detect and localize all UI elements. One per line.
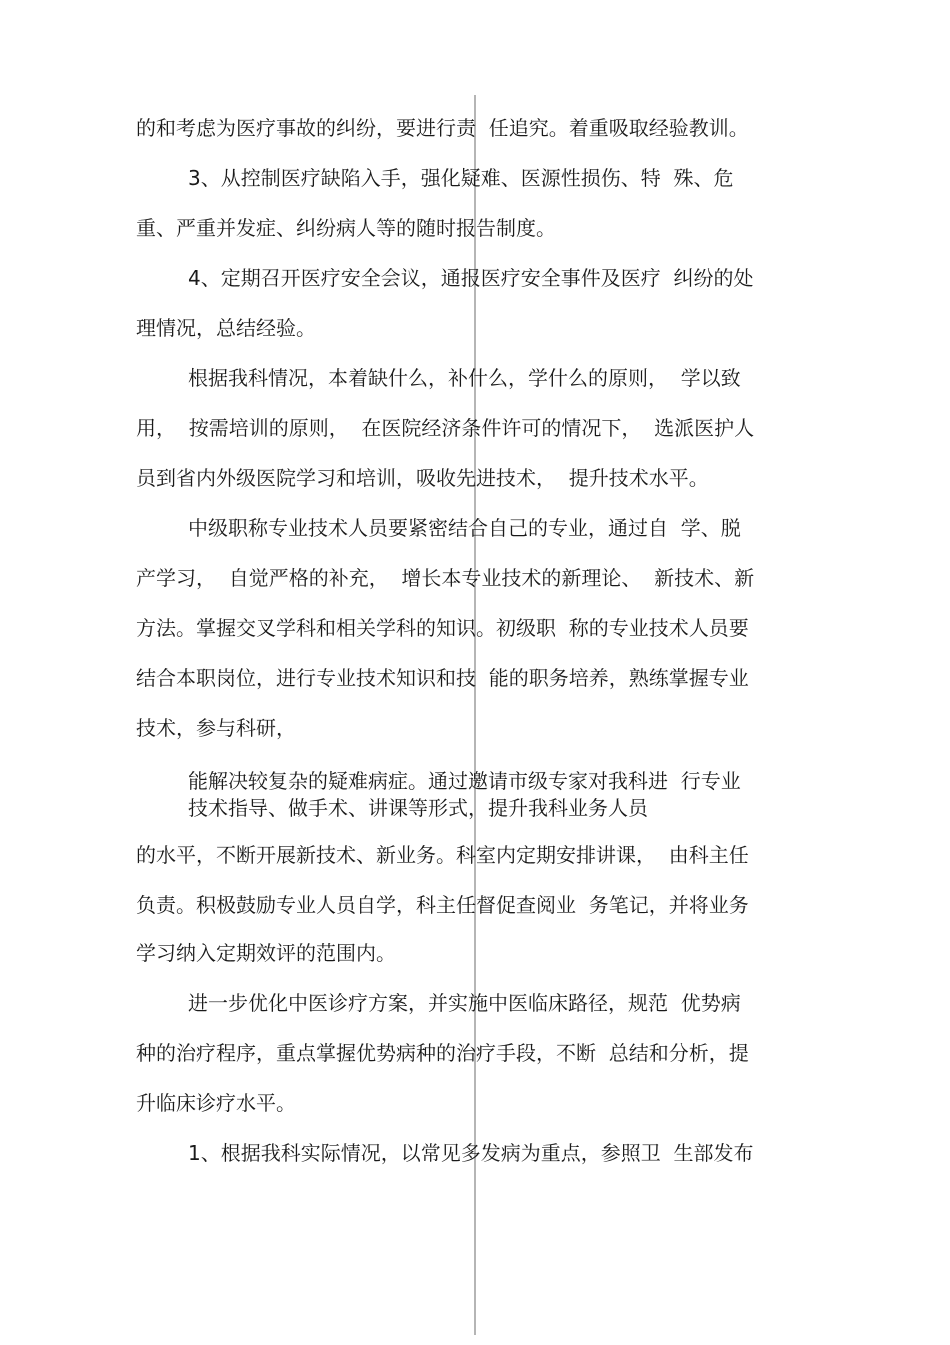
text-line: 员到省内外级医院学习和培训，吸收先进技术， 提升技术水平。 bbox=[136, 466, 709, 490]
text-line: 产学习， 自觉严格的补充， 增长本专业技术的新理论、 新技术、新 bbox=[136, 566, 755, 590]
text-line: 的和考虑为医疗事故的纠纷，要进行责 任追究。着重吸取经验教训。 bbox=[136, 116, 749, 140]
text-line: 技术，参与科研， bbox=[136, 716, 296, 740]
text-line: 4、定期召开医疗安全会议，通报医疗安全事件及医疗 纠纷的处 bbox=[188, 266, 754, 290]
text-line: 负责。积极鼓励专业人员自学，科主任督促查阅业 务笔记，并将业务 bbox=[136, 893, 749, 917]
text-line: 用， 按需培训的原则， 在医院经济条件许可的情况下， 选派医护人 bbox=[136, 416, 755, 440]
text-line: 的水平，不断开展新技术、新业务。科室内定期安排讲课， 由科主任 bbox=[136, 843, 749, 867]
text-line: 学习纳入定期效评的范围内。 bbox=[136, 941, 396, 965]
text-line: 理情况，总结经验。 bbox=[136, 316, 316, 340]
text-line: 结合本职岗位，进行专业技术知识和技 能的职务培养，熟练掌握专业 bbox=[136, 666, 749, 690]
text-line: 根据我科情况，本着缺什么，补什么，学什么的原则， 学以致 bbox=[188, 366, 741, 390]
text-line: 重、严重并发症、纠纷病人等的随时报告制度。 bbox=[136, 216, 556, 240]
text-line: 方法。掌握交叉学科和相关学科的知识。初级职 称的专业技术人员要 bbox=[136, 616, 749, 640]
text-line: 3、从控制医疗缺陷入手，强化疑难、医源性损伤、特 殊、危 bbox=[188, 166, 734, 190]
text-line: 中级职称专业技术人员要紧密结合自己的专业，通过自 学、脱 bbox=[188, 516, 741, 540]
text-line: 种的治疗程序，重点掌握优势病种的治疗手段，不断 总结和分析，提 bbox=[136, 1041, 749, 1065]
text-line: 技术指导、做手术、讲课等形式，提升我科业务人员 bbox=[188, 796, 648, 820]
text-line: 进一步优化中医诊疗方案，并实施中医临床路径，规范 优势病 bbox=[188, 991, 741, 1015]
text-line: 1、根据我科实际情况，以常见多发病为重点，参照卫 生部发布 bbox=[188, 1141, 754, 1165]
text-line: 能解决较复杂的疑难病症。通过邀请市级专家对我科进 行专业 bbox=[188, 769, 741, 793]
text-line: 升临床诊疗水平。 bbox=[136, 1091, 296, 1115]
